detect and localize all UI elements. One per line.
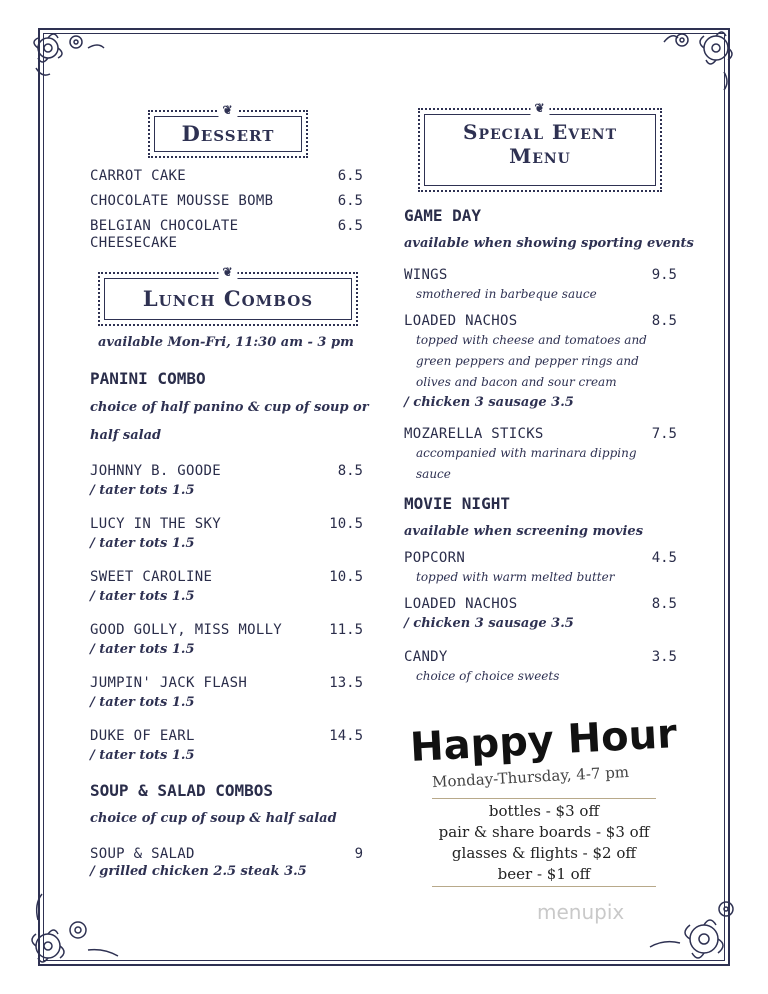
- lunch-availability: available Mon-Fri, 11:30 am - 3 pm: [98, 335, 354, 350]
- dessert-title: Dessert: [181, 121, 275, 146]
- menu-item-price: 9: [354, 846, 363, 862]
- menu-item-name: WINGS: [404, 267, 448, 283]
- floral-corner-bottom-left: [28, 890, 128, 970]
- menu-item-addon: / tater tots 1.5: [90, 483, 195, 498]
- lunch-banner: [98, 265, 358, 326]
- menu-item-name: BELGIAN CHOCOLATE: [90, 218, 239, 234]
- menu-item-price: 10.5: [329, 569, 363, 585]
- menu-item-price: 4.5: [651, 550, 677, 566]
- game-day-note: available when showing sporting events: [404, 236, 694, 251]
- menu-item-name-cont: CHEESECAKE: [90, 235, 178, 251]
- special-event-banner: [418, 101, 662, 192]
- menu-item-price: 3.5: [651, 649, 677, 665]
- menu-item-name: CARROT CAKE: [90, 168, 187, 184]
- dessert-banner: [148, 103, 308, 158]
- menu-item-name: SOUP & SALAD: [90, 846, 195, 862]
- special-title-line2: Menu: [509, 144, 571, 168]
- menu-item-desc: olives and bacon and sour cream: [416, 375, 617, 389]
- menu-item-price: 8.5: [651, 313, 677, 329]
- panini-note-line2: half salad: [90, 428, 162, 443]
- menu-item-price: 13.5: [329, 675, 363, 691]
- menu-item-addon: / tater tots 1.5: [90, 536, 195, 551]
- menu-item-name: DUKE OF EARL: [90, 728, 195, 744]
- game-day-heading: GAME DAY: [404, 206, 482, 225]
- menu-item-price: 8.5: [651, 596, 677, 612]
- panini-heading: PANINI COMBO: [90, 369, 206, 388]
- menu-item-desc: smothered in barbeque sauce: [416, 287, 597, 301]
- panini-note-line1: choice of half panino & cup of soup or: [90, 400, 369, 415]
- menu-item-price: 6.5: [337, 218, 363, 234]
- menu-item-price: 6.5: [337, 168, 363, 184]
- movie-night-note: available when screening movies: [404, 524, 644, 539]
- watermark: menupix: [537, 900, 625, 924]
- menu-item-price: 11.5: [329, 622, 363, 638]
- lunch-title: Lunch Combos: [142, 286, 314, 311]
- menu-item-name: POPCORN: [404, 550, 466, 566]
- floral-corner-top-right: [660, 28, 740, 98]
- banner-ornament-icon: ❦: [218, 103, 237, 117]
- menu-item-price: 8.5: [337, 463, 363, 479]
- movie-night-heading: MOVIE NIGHT: [404, 494, 510, 513]
- happy-hour-deal: pair & share boards - $3 off: [438, 823, 650, 841]
- banner-ornament-icon: ❦: [530, 101, 549, 115]
- menu-item-desc: topped with cheese and tomatoes and: [416, 333, 647, 347]
- menu-item-desc: topped with warm melted butter: [416, 570, 615, 584]
- menu-item-name: SWEET CAROLINE: [90, 569, 213, 585]
- floral-corner-bottom-right: [640, 895, 740, 970]
- menu-item-addon: / grilled chicken 2.5 steak 3.5: [90, 864, 307, 879]
- menu-item-price: 7.5: [651, 426, 677, 442]
- soup-note: choice of cup of soup & half salad: [90, 811, 337, 826]
- menu-item-price: 10.5: [329, 516, 363, 532]
- menu-item-name: LUCY IN THE SKY: [90, 516, 221, 532]
- menu-item-addon: / chicken 3 sausage 3.5: [404, 616, 574, 631]
- menu-item-price: 6.5: [337, 193, 363, 209]
- menu-item-addon: / chicken 3 sausage 3.5: [404, 395, 574, 410]
- banner-ornament-icon: ❦: [218, 265, 237, 279]
- divider: [432, 886, 656, 887]
- menu-item-desc: green peppers and pepper rings and: [416, 354, 639, 368]
- menu-item-addon: / tater tots 1.5: [90, 642, 195, 657]
- menu-item-addon: / tater tots 1.5: [90, 748, 195, 763]
- floral-corner-top-left: [28, 28, 108, 88]
- happy-hour-title: Happy Hour: [408, 711, 678, 771]
- menu-item-desc: accompanied with marinara dipping: [416, 446, 637, 460]
- menu-item-addon: / tater tots 1.5: [90, 589, 195, 604]
- happy-hour-deal: beer - $1 off: [497, 865, 591, 883]
- menu-item-desc: choice of choice sweets: [416, 669, 560, 683]
- menu-item-name: GOOD GOLLY, MISS MOLLY: [90, 622, 283, 638]
- happy-hour-deal: bottles - $3 off: [488, 802, 600, 820]
- soup-heading: SOUP & SALAD COMBOS: [90, 781, 274, 800]
- menu-item-name: LOADED NACHOS: [404, 596, 518, 612]
- divider: [432, 798, 656, 799]
- happy-hour-subtitle: Monday-Thursday, 4-7 pm: [431, 762, 630, 792]
- menu-item-name: JUMPIN' JACK FLASH: [90, 675, 248, 691]
- menu-item-price: 14.5: [329, 728, 363, 744]
- menu-item-name: CHOCOLATE MOUSSE BOMB: [90, 193, 274, 209]
- menu-item-name: MOZARELLA STICKS: [404, 426, 544, 442]
- menu-item-name: CANDY: [404, 649, 448, 665]
- menu-item-desc: sauce: [416, 467, 451, 481]
- happy-hour-deal: glasses & flights - $2 off: [451, 844, 637, 862]
- menu-item-name: LOADED NACHOS: [404, 313, 518, 329]
- menu-item-addon: / tater tots 1.5: [90, 695, 195, 710]
- menu-item-price: 9.5: [651, 267, 677, 283]
- menu-item-name: JOHNNY B. GOODE: [90, 463, 221, 479]
- special-title-line1: Special Event: [463, 120, 617, 144]
